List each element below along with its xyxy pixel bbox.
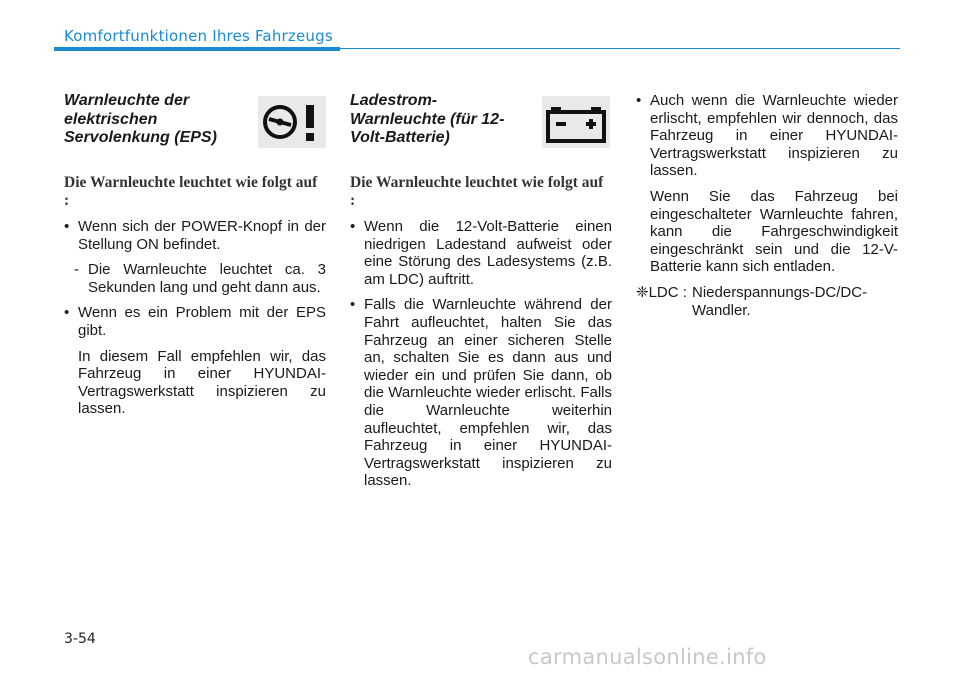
charging-subheading: Die Warnleuchte leuchtet wie folgt auf :	[350, 174, 604, 209]
eps-title: Warnleuchte der elektrischen Servolenkung (EPS)	[64, 92, 217, 146]
column-continued	[636, 92, 898, 319]
section-header-title: Komfortfunktionen Ihres Fahrzeugs	[64, 27, 333, 45]
watermark: carmanualsonline.info	[528, 645, 767, 669]
ldc-note-text: Niederspannungs-DC/DC-Wandler.	[692, 283, 868, 319]
header-accent-bar	[54, 47, 340, 51]
continued-paragraph: Wenn Sie das Fahrzeug bei eingeschalteter Warnleuchte fahren, kann die Fahrgeschwindigkeit eingeschränkt sein und die 12-V-Batterie kann sich entladen.	[650, 187, 898, 276]
column-charging	[350, 92, 612, 498]
charging-bullet-low-charge: • Wenn die 12-Volt-Batterie einen niedrigen Ladestand aufweist oder eine Störung des Ladesystems (z.B. am LDC) auftritt.	[350, 218, 612, 288]
charging-section-heading	[350, 92, 612, 156]
charging-title: Ladestrom-Warnleuchte (für 12-Volt-Batterie)	[350, 92, 505, 146]
ldc-note	[636, 284, 898, 319]
eps-subheading: Die Warnleuchte leuchtet wie folgt auf :	[64, 174, 318, 209]
battery-warning-icon	[542, 96, 610, 148]
eps-recommendation: In diesem Fall empfehlen wir, das Fahrzeug in einer HYUNDAI-Vertragswerkstatt inspizieren zu lassen.	[78, 347, 326, 418]
header-rule	[340, 48, 900, 49]
eps-warning-icon	[258, 96, 326, 148]
eps-dash-item	[64, 261, 326, 296]
charging-bullet-while-driving: • Falls die Warnleuchte während der Fahrt aufleuchtet, halten Sie das Fahrzeug an einer sicheren Stelle an, schalten Sie es dann aus und wieder ein und prüfen Sie dann, ob die Warnleuchte wieder erlischt. Falls die Warnleuchte weiterhin aufleuchtet, empfehlen wir, das Fahrzeug in einer HYUNDAI-Vertragswerkstatt inspizieren zu lassen.	[350, 296, 612, 490]
ldc-note-label: ❈LDC :	[636, 283, 687, 301]
page-number: 3-54	[64, 631, 96, 647]
dash-mark: -	[74, 261, 79, 279]
column-eps	[64, 92, 326, 426]
eps-dash-text: Die Warnleuchte leuchtet ca. 3 Sekunden lang und geht dann aus.	[88, 261, 326, 296]
continued-bullet: • Auch wenn die Warnleuchte wieder erlischt, empfehlen wir dennoch, das Fahrzeug in einer HYUNDAI-Vertragswerkstatt inspizieren zu lassen.	[636, 92, 898, 180]
eps-bullet-problem: • Wenn es ein Problem mit der EPS gibt.	[64, 304, 326, 339]
eps-bullet-power-on: • Wenn sich der POWER-Knopf in der Stellung ON befindet.	[64, 218, 326, 253]
eps-section-heading	[64, 92, 326, 156]
